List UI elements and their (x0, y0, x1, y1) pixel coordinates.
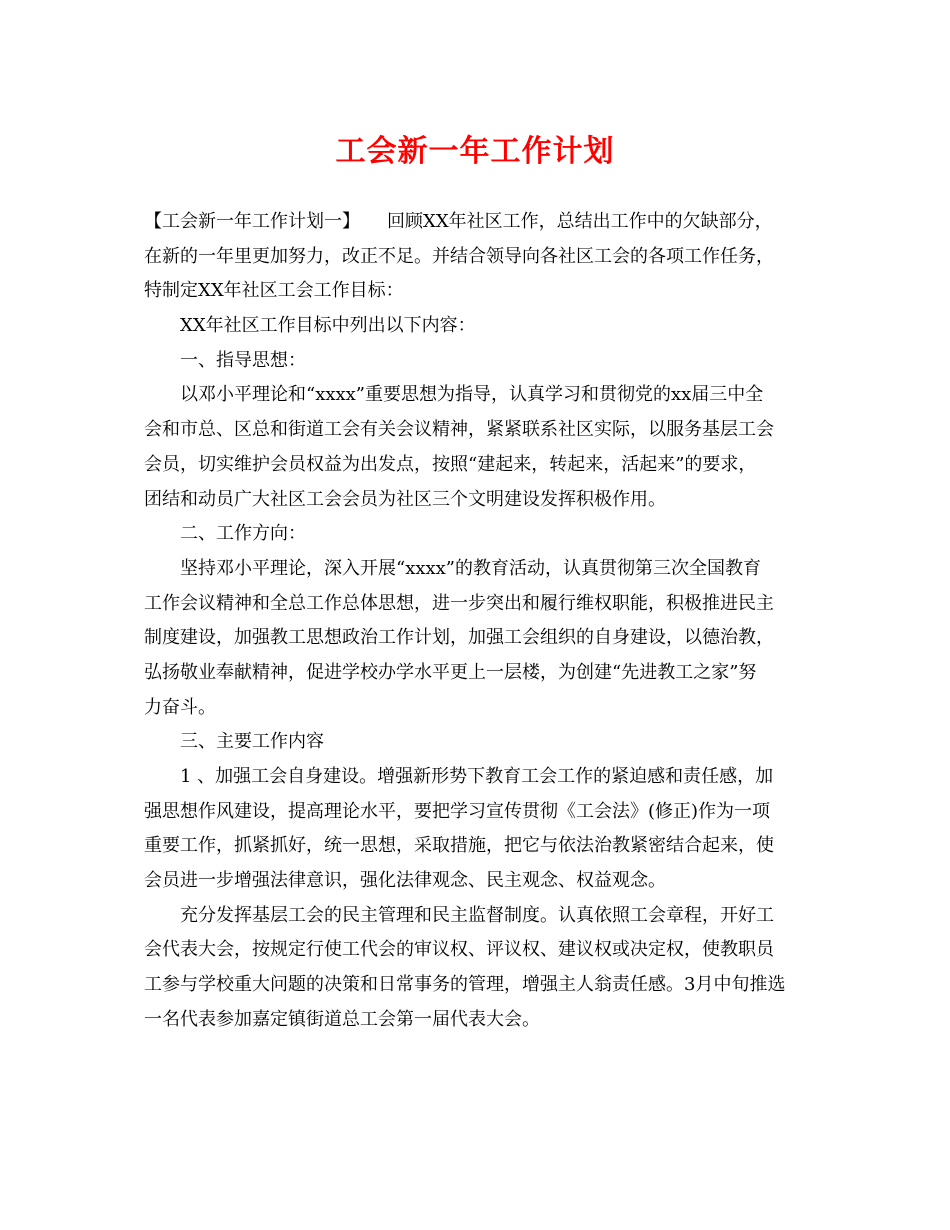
body-line: 坚持邓小平理论，深入开展“xxxx”的教育活动，认真贯彻第三次全国教育 (180, 557, 762, 579)
body-line: 力奋斗。 (144, 696, 216, 718)
body-line: 重要工作，抓紧抓好，统一思想，采取措施，把它与依法治教紧密结合起来，使 (144, 835, 774, 857)
body-line: XX年社区工作目标中列出以下内容： (180, 315, 476, 337)
body-line: 以邓小平理论和“xxxx”重要思想为指导，认真学习和贯彻党的xx届三中全 (180, 384, 764, 406)
document-body (144, 205, 814, 1038)
body-line: 会员进一步增强法律意识，强化法律观念、民主观念、权益观念。 (144, 870, 666, 892)
body-line: 强思想作风建设，提高理论水平，要把学习宣传贯彻《工会法》(修正)作为一项 (144, 800, 771, 822)
body-line: 充分发挥基层工会的民主管理和民主监督制度。认真依照工会章程，开好工 (180, 904, 774, 926)
body-line: 会员，切实维护会员权益为出发点，按照“建起来，转起来，活起来”的要求， (144, 453, 757, 475)
body-line: 会代表大会，按规定行使工代会的审议权、评议权、建议权或决定权，使教职员 (144, 939, 774, 961)
section-heading: 一、指导思想： (180, 349, 306, 371)
section-heading: 二、工作方向： (180, 523, 306, 545)
body-line: 弘扬敬业奉献精神，促进学校办学水平更上一层楼，为创建“先进教工之家”努 (144, 661, 757, 683)
body-line: 会和市总、区总和街道工会有关会议精神，紧紧联系社区实际，以服务基层工会 (144, 419, 774, 441)
body-line: 【工会新一年工作计划一】 回顾XX年社区工作，总结出工作中的欠缺部分， (144, 211, 773, 232)
body-line: 在新的一年里更加努力，改正不足。并结合领导向各社区工会的各项工作任务， (144, 245, 774, 267)
body-line: 工参与学校重大问题的决策和日常事务的管理，增强主人翁责任感。3月中旬推选 (144, 974, 786, 996)
document-title: 工会新一年工作计划 (335, 134, 615, 169)
body-line: 1 、加强工会自身建设。增强新形势下教育工会工作的紧迫感和责任感，加 (180, 766, 774, 787)
body-line: 团结和动员广大社区工会会员为社区三个文明建设发挥积极作用。 (144, 488, 666, 510)
body-line: 工作会议精神和全总工作总体思想，进一步突出和履行维权职能，积极推进民主 (144, 592, 774, 614)
body-line: 一名代表参加嘉定镇街道总工会第一届代表大会。 (144, 1008, 540, 1030)
body-line: 特制定XX年社区工会工作目标： (144, 280, 404, 302)
section-heading: 三、主要工作内容 (180, 731, 324, 753)
body-line: 制度建设，加强教工思想政治工作计划，加强工会组织的自身建设，以德治教， (144, 627, 774, 649)
